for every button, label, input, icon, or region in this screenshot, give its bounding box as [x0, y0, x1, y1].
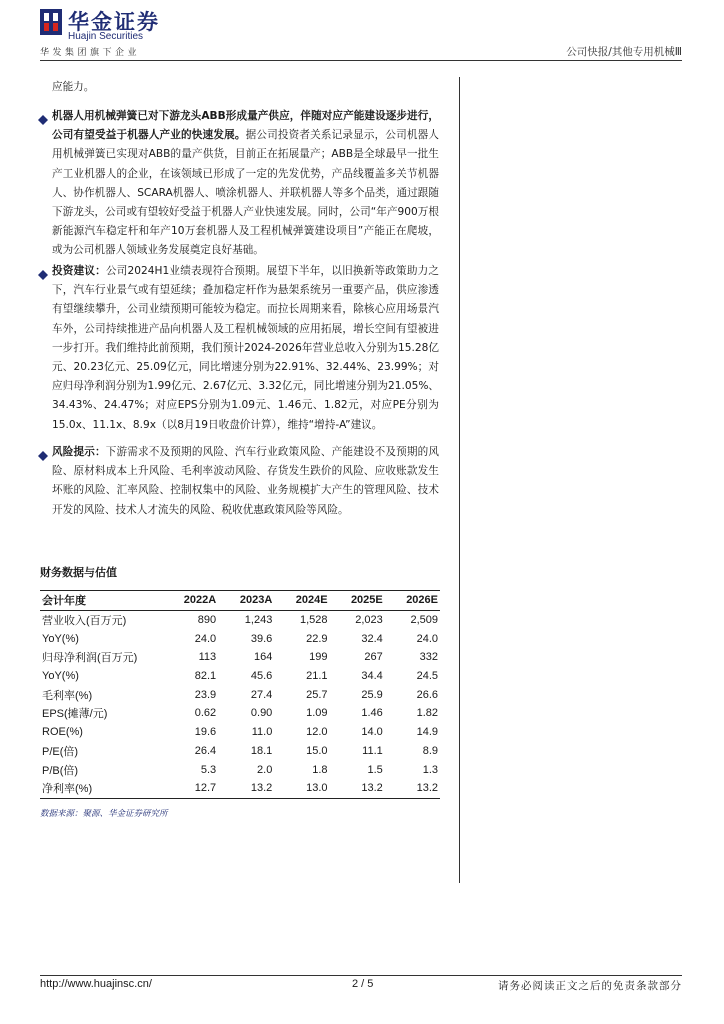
table-row [40, 648, 440, 667]
header-divider [40, 60, 682, 61]
paragraph-body: 下游需求不及预期的风险、汽车行业政策风险、产能建设不及预期的风险、原材料成本上升风险、毛利率波动风险、存货发生跌价的风险、应收账款发生坏账的风险、汇率风险、控制权集中的风险、业务规模扩大产生的管理风险、技术开发的风险、技术人才流失的风险、税收优惠政策风险等风险。 [52, 446, 440, 516]
value-cell: 32.4 [361, 632, 383, 645]
value-cell: 26.4 [194, 744, 217, 757]
paragraph-risk-warning [52, 443, 439, 520]
value-cell: 0.90 [250, 707, 273, 720]
paragraph-lead: 风险提示： [52, 446, 106, 458]
value-cell: 24.0 [416, 632, 438, 645]
value-cell: 11.1 [362, 744, 383, 757]
paragraph-investment-advice [52, 262, 439, 435]
value-cell: 24.0 [194, 632, 217, 645]
value-cell: 21.1 [306, 670, 328, 683]
value-cell: 14.9 [416, 726, 438, 739]
diamond-bullet-icon [38, 451, 48, 461]
value-cell: 5.3 [200, 763, 217, 776]
value-cell: 18.1 [250, 744, 273, 757]
value-cell: 1,528 [300, 614, 328, 627]
table-row [40, 704, 440, 723]
report-type: 公司快报/其他专用机械Ⅲ [566, 46, 682, 58]
footer-url-link[interactable]: http://www.huajinsc.cn/ [40, 978, 152, 990]
header-cell: 2023A [218, 591, 274, 611]
footer-divider [40, 975, 682, 976]
value-cell: 113 [198, 651, 217, 664]
value-cell: 1.82 [416, 707, 438, 720]
value-cell: 2,023 [355, 614, 383, 627]
table-row [40, 779, 440, 798]
paragraph-lead: 机器人用机械弹簧已对下游龙头ABB形成量产供应，伴随对应产能建设逐步进行，公司有望受益于机器人产业的快速发展。 [52, 110, 439, 142]
table-row [40, 667, 440, 686]
value-cell: 12.0 [306, 726, 328, 739]
header-cell: 会计年度 [40, 591, 162, 611]
value-cell: 25.9 [361, 688, 383, 701]
data-source: 数据来源：聚源、华金证券研究所 [40, 809, 168, 819]
value-cell: 199 [309, 651, 328, 664]
header-cell: 2022A [162, 591, 218, 611]
value-cell: 8.9 [422, 744, 438, 757]
value-cell: 15.0 [306, 744, 328, 757]
footer-disclaimer: 请务必阅读正文之后的免责条款部分 [498, 980, 682, 992]
sidebar-divider [459, 77, 460, 883]
diamond-bullet-icon [38, 270, 48, 280]
table-row [40, 723, 440, 742]
row-label-cell: 毛利率(%) [42, 689, 93, 702]
value-cell: 14.0 [361, 726, 383, 739]
value-cell: 1.5 [367, 763, 383, 776]
value-cell: 12.7 [162, 779, 218, 798]
value-cell: 13.0 [274, 779, 329, 798]
logo-title: 华金证券 [68, 10, 160, 34]
value-cell: 26.6 [416, 688, 438, 701]
paragraph-body: 据公司投资者关系记录显示，公司机器人用机械弹簧已实现对ABB的量产供货，目前正在拓展量产；ABB是全球最早一批生产工业机器人的企业，在该领域已形成了一定的先发优势，产品线覆盖多关节机器人、协作机器人、SCARA机器人、喷涂机器人、并联机器人等多个品类，通过跟随下游龙头，公司或有望较好受益于机器人产业快速发展。同时，公司“年产900万根新能源汽车稳定杆和年产10万套机器人及工程机械弹簧建设项目”产能正在爬坡，或为公司机器人领域业务发展奠定良好基础。 [52, 129, 440, 257]
value-cell: 13.2 [330, 779, 385, 798]
value-cell: 19.6 [194, 726, 217, 739]
value-cell: 25.7 [306, 688, 328, 701]
row-label-cell: 营业收入(百万元) [42, 615, 127, 628]
group-label: 华发集团旗下企业 [40, 48, 141, 58]
value-cell: 1.09 [306, 707, 328, 720]
value-cell: 1.8 [312, 763, 328, 776]
row-label-cell: 归母净利润(百万元) [42, 652, 138, 665]
row-label-cell: P/B(倍) [42, 764, 79, 777]
paragraph-body: 公司2024H1业绩表现符合预期。展望下半年，以旧换新等政策助力之下，汽车行业景气或有望延续；叠加稳定杆作为悬架系统另一重要产品，供应渗透有望继续攀升，公司业绩预期可能较为稳定。而拉长周期来看，除核心应用场景汽车外，公司持续推进产品向机器人及工程机械领域的应用拓展，增长空间有望被进一步打开。我们维持此前预期，我们预计2024-2026年营业总收入分别为15.28亿元、20.23亿元、25.09亿元，同比增速分别为22.91%、32.44%、23.99%；对应归母净利润分别为1.99亿元、2.67亿元、3.32亿元，同比增速分别为21.05%、34.43%、24.47%；对应EPS分别为1.09元、1.46元、1.82元，对应PE分别为15.0x、11.1x、8.9x（以8月19日收盘价计算），维持“增持-A”建议。 [52, 265, 440, 431]
financial-table [40, 590, 440, 799]
row-label-cell: P/E(倍) [42, 745, 79, 758]
table-row [40, 685, 440, 704]
page-number: 2 / 5 [352, 978, 374, 990]
row-label-cell: YoY(%) [42, 632, 79, 645]
huajin-logo-icon [40, 9, 62, 35]
row-label-cell: YoY(%) [42, 670, 79, 683]
paragraph-continuation: 应能力。 [52, 81, 95, 93]
value-cell: 267 [364, 651, 383, 664]
value-cell: 1.46 [361, 707, 383, 720]
header-cell: 2026E [385, 591, 440, 611]
value-cell: 11.0 [251, 726, 273, 739]
value-cell: 24.5 [416, 670, 438, 683]
value-cell: 1,243 [244, 614, 273, 627]
table-row [40, 610, 440, 629]
value-cell: 164 [253, 651, 273, 664]
header-cell: 2024E [274, 591, 329, 611]
paragraph-robot-springs [52, 107, 439, 261]
value-cell: 13.2 [218, 779, 274, 798]
paragraph-lead: 投资建议： [52, 265, 106, 277]
value-cell: 2,509 [410, 614, 438, 627]
value-cell: 332 [419, 651, 438, 664]
header-cell: 2025E [330, 591, 385, 611]
value-cell: 2.0 [257, 763, 273, 776]
table-row [40, 629, 440, 648]
value-cell: 39.6 [250, 632, 273, 645]
row-label-cell: 净利率(%) [40, 779, 162, 798]
table-title: 财务数据与估值 [40, 566, 117, 579]
value-cell: 0.62 [194, 707, 217, 720]
value-cell: 1.3 [422, 763, 438, 776]
value-cell: 22.9 [306, 632, 328, 645]
table-row [40, 742, 440, 761]
value-cell: 23.9 [194, 688, 217, 701]
value-cell: 890 [197, 614, 217, 627]
logo-subtitle: Huajin Securities [68, 31, 144, 42]
row-label-cell: ROE(%) [42, 726, 83, 739]
value-cell: 82.1 [194, 670, 217, 683]
value-cell: 27.4 [250, 688, 273, 701]
row-label-cell: EPS(摊薄/元) [42, 708, 108, 721]
diamond-bullet-icon [38, 115, 48, 125]
value-cell: 34.4 [361, 670, 383, 683]
table-row [40, 760, 440, 779]
value-cell: 45.6 [250, 670, 273, 683]
table-header-row [40, 591, 440, 611]
value-cell: 13.2 [385, 779, 440, 798]
